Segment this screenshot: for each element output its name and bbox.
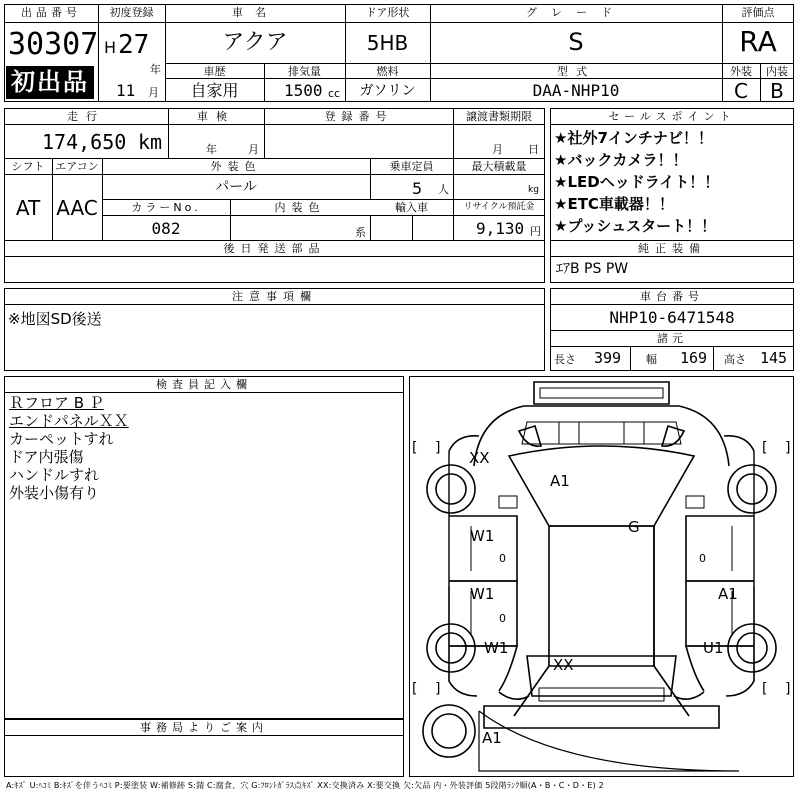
lot-label: 出品番号 <box>21 6 81 19</box>
length-label: 長さ <box>554 353 576 366</box>
fuel-value: ガソリン <box>359 83 416 99</box>
inspector-line: ドア内張傷 <box>9 448 84 466</box>
damage-mark: XX <box>469 449 490 467</box>
glass-mark: 0 <box>499 552 506 565</box>
bracket: ] <box>785 440 791 456</box>
seats-unit: 人 <box>438 183 449 196</box>
shift-value: AT <box>15 196 41 220</box>
recycle-unit: 円 <box>530 225 541 238</box>
bracket: [ <box>762 681 768 697</box>
recycle-label: リサイクル預託金 <box>463 202 535 212</box>
notes-label: 注意事項欄 <box>232 290 317 303</box>
notes-value: ※地図SD後送 <box>8 310 102 328</box>
mileage-label: 走行 <box>67 110 105 123</box>
bracket: ] <box>435 681 441 697</box>
grade-value: S <box>568 28 584 56</box>
height-label: 高さ <box>724 353 746 366</box>
inspector-line: エンドパネルＸＸ <box>9 412 129 430</box>
chassis-label: 車台番号 <box>640 290 704 303</box>
load-unit: kg <box>528 185 539 195</box>
damage-mark: G <box>628 518 640 536</box>
dims-label: 諸元 <box>657 332 687 345</box>
transfer-day-unit: 日 <box>528 143 539 156</box>
door-label: ドア形状 <box>365 6 410 19</box>
office-label: 事務局よりご案内 <box>140 721 268 734</box>
sales-point-item: ★プッシュスタート！！ <box>554 217 717 235</box>
damage-mark: A1 <box>718 585 738 603</box>
car-diagram <box>409 376 794 777</box>
exterior-label: 外装 <box>730 65 752 78</box>
transfer-month-unit: 月 <box>492 143 503 156</box>
sales-points-label: セールスポイント <box>608 110 736 123</box>
glass-mark: 0 <box>699 552 706 565</box>
transfer-label: 譲渡書類期限 <box>466 110 532 123</box>
reg-year-unit: 年 <box>150 63 161 76</box>
reg-month-unit: 月 <box>148 86 159 99</box>
interior-value: B <box>770 79 784 103</box>
damage-mark: A1 <box>550 472 570 490</box>
model-value: DAA-NHP10 <box>532 81 620 100</box>
aircon-value: AAC <box>56 196 98 220</box>
car-name-label: 車名 <box>232 6 278 19</box>
chassis-value: NHP10-6471548 <box>609 308 735 327</box>
bracket: [ <box>762 440 768 456</box>
door-value: 5HB <box>366 31 409 55</box>
seats-label: 乗車定員 <box>389 160 434 173</box>
equipment-label: 純正装備 <box>638 242 706 255</box>
exterior-value: C <box>734 79 748 103</box>
load-label: 最大積載量 <box>471 160 527 173</box>
score-value: RA <box>739 25 777 58</box>
reg-era: H <box>104 38 117 57</box>
color-value: パール <box>215 179 257 195</box>
mileage-unit: km <box>138 130 163 154</box>
legend: A:ｷｽﾞ U:ﾍｺﾐ B:ｷｽﾞを伴うﾍｺﾐ P:要塗装 W:補修跡 S:錆 C:腐食、穴 G:ﾌﾛﾝﾄｶﾞﾗｽ点ｷｽﾞ XX:交換済み X:要交換 欠:欠品 内・外装評価 5段階ﾗﾝｸ順(A・B・C・D・E) 2 <box>6 781 604 790</box>
sales-point-item: ★バックカメラ！！ <box>554 151 688 169</box>
damage-mark: XX <box>553 656 574 674</box>
color-no-value: 082 <box>151 219 181 238</box>
damage-mark: U1 <box>703 639 724 657</box>
plate-label: 登録番号 <box>324 110 393 123</box>
import-label: 輸入車 <box>395 201 428 214</box>
interior-color-label: 内装色 <box>274 201 326 214</box>
displacement-label: 排気量 <box>288 65 321 78</box>
sales-point-item: ★LEDヘッドライト！！ <box>554 173 720 191</box>
inspector-line: 外装小傷有り <box>9 484 100 502</box>
width-value: 169 <box>680 349 708 367</box>
aircon-label: エアコン <box>55 160 99 173</box>
height-value: 145 <box>760 349 788 367</box>
bracket: [ <box>412 681 418 697</box>
inspection-year-unit: 年 <box>206 143 217 156</box>
first-listing-badge: 初出品 <box>6 66 94 99</box>
damage-mark: A1 <box>482 729 502 747</box>
sales-point-item: ★ETC車載器！！ <box>554 195 674 213</box>
width-label: 幅 <box>646 353 657 366</box>
history-value: 自家用 <box>190 81 239 100</box>
reg-label: 初度登録 <box>109 6 154 19</box>
displacement-unit: cc <box>328 87 341 100</box>
inspector-line: Ｒフロア B Ｐ <box>9 394 104 412</box>
mileage-value: 174,650 <box>42 130 127 154</box>
damage-mark: W1 <box>484 639 509 657</box>
inspector-label: 検査員記入欄 <box>156 378 252 391</box>
damage-mark: W1 <box>470 527 495 545</box>
fuel-label: 燃料 <box>376 65 399 78</box>
inspector-line: ハンドルすれ <box>9 466 100 484</box>
bracket: ] <box>785 681 791 697</box>
interior-color-unit: 系 <box>355 226 366 239</box>
bracket: [ <box>412 440 418 456</box>
inspector-line: カーペットすれ <box>9 430 114 448</box>
lot-number: 30307 <box>8 27 99 62</box>
glass-mark: 0 <box>499 612 506 625</box>
seats-value: 5 <box>412 179 423 198</box>
history-label: 車歴 <box>203 65 226 78</box>
equipment-value: ｴｱB PS PW <box>556 261 629 277</box>
score-label: 評価点 <box>741 6 775 19</box>
length-value: 399 <box>594 349 622 367</box>
sales-point-item: ★社外7インチナビ！！ <box>554 129 713 147</box>
later-parts-label: 後日発送部品 <box>223 242 326 255</box>
inspection-label: 車検 <box>197 110 235 123</box>
model-label: 型式 <box>557 65 595 78</box>
reg-month: 11 <box>116 81 136 100</box>
car-name: アクア <box>222 30 288 55</box>
color-label: 外装色 <box>210 160 262 173</box>
grade-label: グレード <box>526 6 626 19</box>
color-no-label: カラーNo. <box>131 201 201 214</box>
damage-mark: W1 <box>470 585 495 603</box>
displacement-value: 1500 <box>284 81 323 100</box>
recycle-value: 9,130 <box>476 219 525 238</box>
inspection-month-unit: 月 <box>248 143 259 156</box>
shift-label: シフト <box>11 160 45 173</box>
reg-year: 27 <box>118 30 150 60</box>
interior-label: 内装 <box>766 65 788 78</box>
bracket: ] <box>435 440 441 456</box>
